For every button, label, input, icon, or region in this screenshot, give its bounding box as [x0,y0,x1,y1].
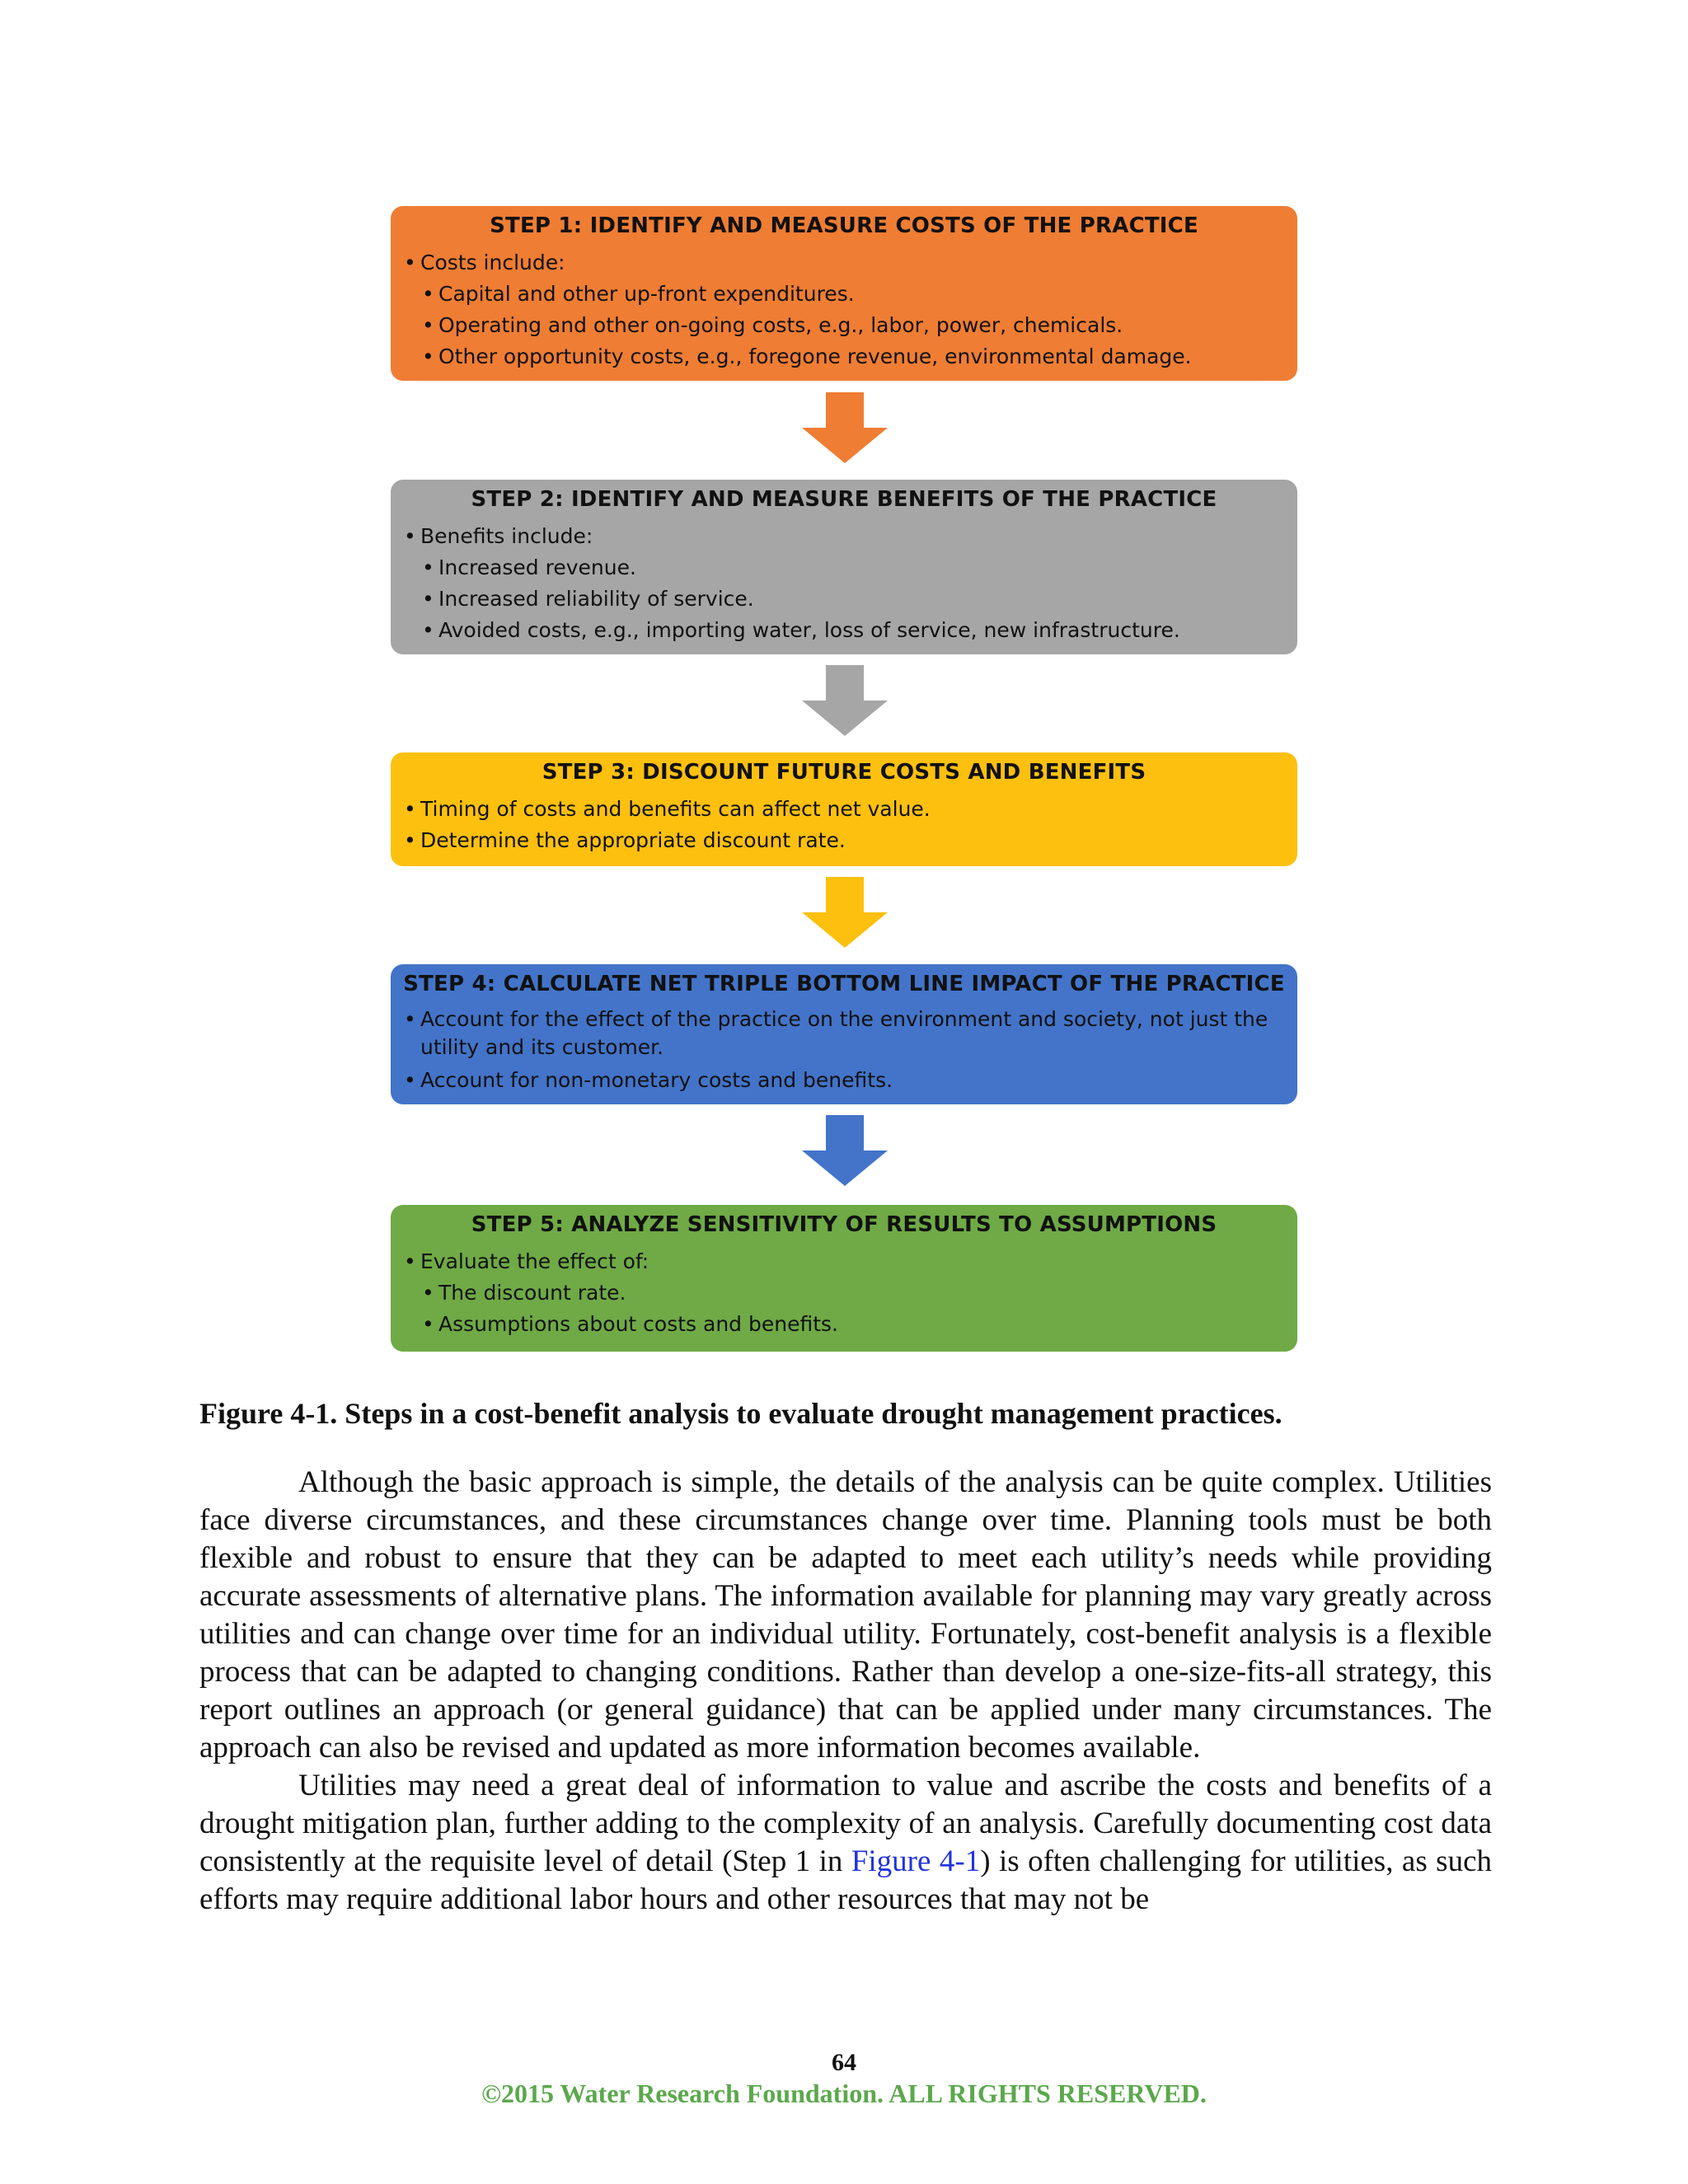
down-arrow-icon [802,665,888,736]
figure-reference-link[interactable]: Figure 4-1 [851,1844,981,1878]
figure-caption: Figure 4-1. Steps in a cost-benefit analysis to evaluate drought management practices. [199,1397,1282,1430]
bullet-item: • Determine the appropriate discount rate. [404,825,1281,856]
down-arrow-icon [802,392,888,463]
body-text [199,1464,1492,1919]
sub-bullet-item: • Increased revenue. [404,552,1281,583]
down-arrow-icon [802,877,888,948]
step-title: STEP 3: DISCOUNT FUTURE COSTS AND BENEFITS [542,760,1146,785]
step-2-box [391,480,1297,654]
step-1-box [391,206,1297,381]
bullet-item: • Evaluate the effect of: [404,1246,1281,1277]
bullet-item: • Costs include: [404,247,1281,279]
sub-bullet-item: • Assumptions about costs and benefits. [404,1309,1281,1340]
step-title: STEP 5: ANALYZE SENSITIVITY OF RESULTS TO ASSUMPTIONS [471,1212,1217,1237]
sub-bullet-item: • Capital and other up-front expenditures. [404,279,1281,310]
paragraph: Although the basic approach is simple, the details of the analysis can be quite complex. Utilities face diverse circumstances, and these circumstances change over time. Planning tools must be both flexible and robust to ensure that they can be adapted to meet each utility’s needs while providing accurate assessments of alternative plans. The information available for planning may vary greatly across utilities and can change over time for an individual utility. Fortunately, cost-benefit analysis is a flexible process that can be adapted to changing conditions. Rather than develop a one-size-fits-all strategy, this report outlines an approach (or general guidance) that can be applied under many circumstances. The approach can also be revised and updated as more information becomes available. [199,1465,1492,1765]
bullet-item: • Account for the effect of the practice on the environment and society, not just the utility and its customer. [404,1005,1281,1062]
step-title: STEP 4: CALCULATE NET TRIPLE BOTTOM LINE IMPACT OF THE PRACTICE [403,972,1285,996]
bullet-item: • Timing of costs and benefits can affect net value. [404,794,1281,825]
sub-bullet-item: • Operating and other on-going costs, e.g., labor, power, chemicals. [404,310,1281,341]
paragraph [199,1767,1492,1919]
paragraph-text: Utilities may need a great deal of information to value and ascribe the costs and benefits of a drought mitigation plan, further adding to the complexity of an analysis. Carefully documenting cost data consistently at the requisite level of detail (Step 1 in [199,1769,1492,1878]
bullet-item: • Benefits include: [404,521,1281,552]
sub-bullet-item: • Other opportunity costs, e.g., foregone revenue, environmental damage. [404,341,1281,373]
step-5-box [391,1205,1297,1352]
sub-bullet-item: • Increased reliability of service. [404,583,1281,615]
step-title: STEP 1: IDENTIFY AND MEASURE COSTS OF THE PRACTICE [490,213,1198,238]
step-4-box [391,964,1297,1104]
down-arrow-icon [802,1115,888,1186]
paragraph-text: ) is often challenging for utilities, as such efforts may require additional labor hours and other resources that may not be [199,1844,1492,1916]
step-title: STEP 2: IDENTIFY AND MEASURE BENEFITS OF THE PRACTICE [471,487,1217,512]
step-3-box [391,752,1297,866]
sub-bullet-item: • Avoided costs, e.g., importing water, loss of service, new infrastructure. [404,615,1281,646]
bullet-item: • Account for non-monetary costs and benefits. [404,1065,1281,1096]
copyright-notice: ©2015 Water Research Foundation. ALL RIGHTS RESERVED. [481,2079,1207,2108]
page-number: 64 [832,2049,856,2076]
sub-bullet-item: • The discount rate. [404,1277,1281,1309]
